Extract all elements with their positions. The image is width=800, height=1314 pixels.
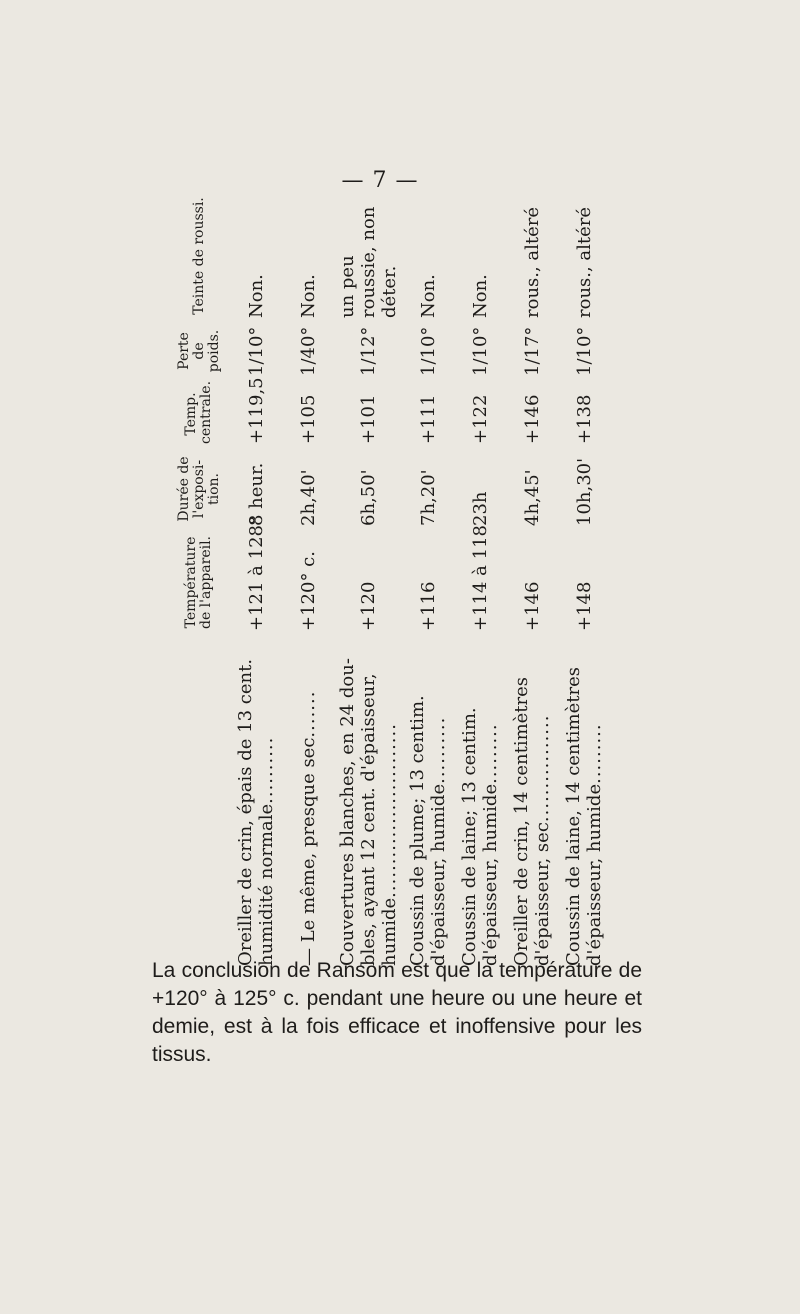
description-text: Coussin de laine; 13 centim. d'épaisseur, humide — [459, 707, 501, 966]
row-central-temp: +146 — [521, 394, 543, 444]
leader-dots: ................ — [532, 714, 553, 823]
description-text: Oreiller de crin, épais de 13 cent. humidité normale — [235, 658, 277, 966]
row-description — [506, 635, 558, 970]
row-duration: 10h,30' — [573, 457, 595, 526]
conclusion-paragraph: La conclusion de Ransom est que la température de +120° à 125° c. pendant une heure ou une heure et demie, est à la fois efficace et inoffensive pour les tissus. — [152, 959, 642, 1066]
table-row — [454, 190, 506, 970]
row-central-temp: +111 — [417, 394, 439, 444]
row-temperature: +120° c. — [297, 551, 319, 631]
row-temperature: +116 — [417, 581, 439, 631]
row-weight-loss: 1/10° — [417, 326, 439, 376]
leader-dots: .......................... — [378, 723, 400, 898]
row-temperature: +114 à 118 — [469, 525, 491, 631]
header-central-temp: Temp. centrale. — [183, 380, 214, 444]
row-central-temp: +138 — [573, 394, 595, 444]
leader-dots: .......... — [428, 716, 449, 784]
row-description — [454, 635, 506, 970]
row-description — [230, 635, 282, 970]
row-description — [334, 635, 402, 970]
description-text: Coussin de laine, 14 centimètres d'épaisseur, humide — [563, 667, 605, 966]
description-text: — Le même, presque sec — [297, 737, 319, 966]
row-central-temp: +122 — [469, 394, 491, 444]
description-text: Oreiller de crin, 14 centimètres d'épaisseur, sec — [511, 676, 553, 966]
row-weight-loss: 1/10° — [245, 326, 267, 376]
table-row — [230, 190, 282, 970]
row-temperature: +121 à 128° — [245, 516, 267, 631]
table-row — [282, 190, 334, 970]
row-weight-loss: 1/10° — [469, 326, 491, 376]
row-duration: 4h,45' — [521, 469, 543, 526]
description-text: Coussin de plume; 13 centim. d'épaisseur, humide — [407, 695, 449, 966]
page-number: — 7 — — [341, 168, 419, 193]
leader-dots: ....... — [297, 690, 319, 738]
row-temperature: +148 — [573, 581, 595, 631]
leader-dots: ......... — [584, 723, 605, 784]
row-duration: 2h,40' — [297, 469, 319, 526]
table-row — [402, 190, 454, 970]
rotated-table-container — [168, 190, 605, 970]
header-tint: Teinte de roussi. — [190, 197, 207, 315]
row-central-temp: +101 — [357, 394, 379, 444]
row-duration: 23h — [469, 491, 491, 526]
row-tint: rous., altéré — [521, 206, 543, 318]
row-tint: Non. — [297, 274, 319, 318]
row-central-temp: +119,5 — [245, 377, 267, 444]
row-central-temp: +105 — [297, 394, 319, 444]
row-tint: Non. — [245, 274, 267, 318]
description-text: Couvertures blanches, en 24 dou- bles, ayant 12 cent. d'épaisseur, humide — [336, 658, 400, 966]
header-weight-loss: Perte de poids. — [175, 329, 222, 373]
row-duration: 7h,20' — [417, 469, 439, 526]
row-temperature: +146 — [521, 581, 543, 631]
table-row — [506, 190, 558, 970]
row-weight-loss: 1/17° — [521, 326, 543, 376]
row-tint: Non. — [417, 274, 439, 318]
row-weight-loss: 1/40° — [297, 326, 319, 376]
row-weight-loss: 1/12° — [357, 326, 379, 376]
row-tint: Non. — [469, 274, 491, 318]
leader-dots: .......... — [256, 736, 277, 804]
data-table — [168, 190, 610, 970]
header-description — [168, 635, 230, 970]
table-row — [558, 190, 610, 970]
row-weight-loss: 1/10° — [573, 326, 595, 376]
row-duration: 6h,50' — [357, 469, 379, 526]
table-header-row — [168, 190, 230, 970]
row-description — [402, 635, 454, 970]
header-temperature: Température de l'appareil. — [183, 535, 214, 630]
row-duration: 8 heur. — [245, 462, 267, 526]
row-tint: rous., altéré — [573, 206, 595, 318]
row-description — [282, 635, 334, 970]
table-row — [334, 190, 402, 970]
leader-dots: ......... — [480, 723, 501, 784]
row-temperature: +120 — [357, 581, 379, 631]
row-description — [558, 635, 610, 970]
header-duration: Durée de l'exposi- tion. — [175, 456, 222, 522]
row-tint: un peu roussie, non déter. — [336, 206, 400, 318]
